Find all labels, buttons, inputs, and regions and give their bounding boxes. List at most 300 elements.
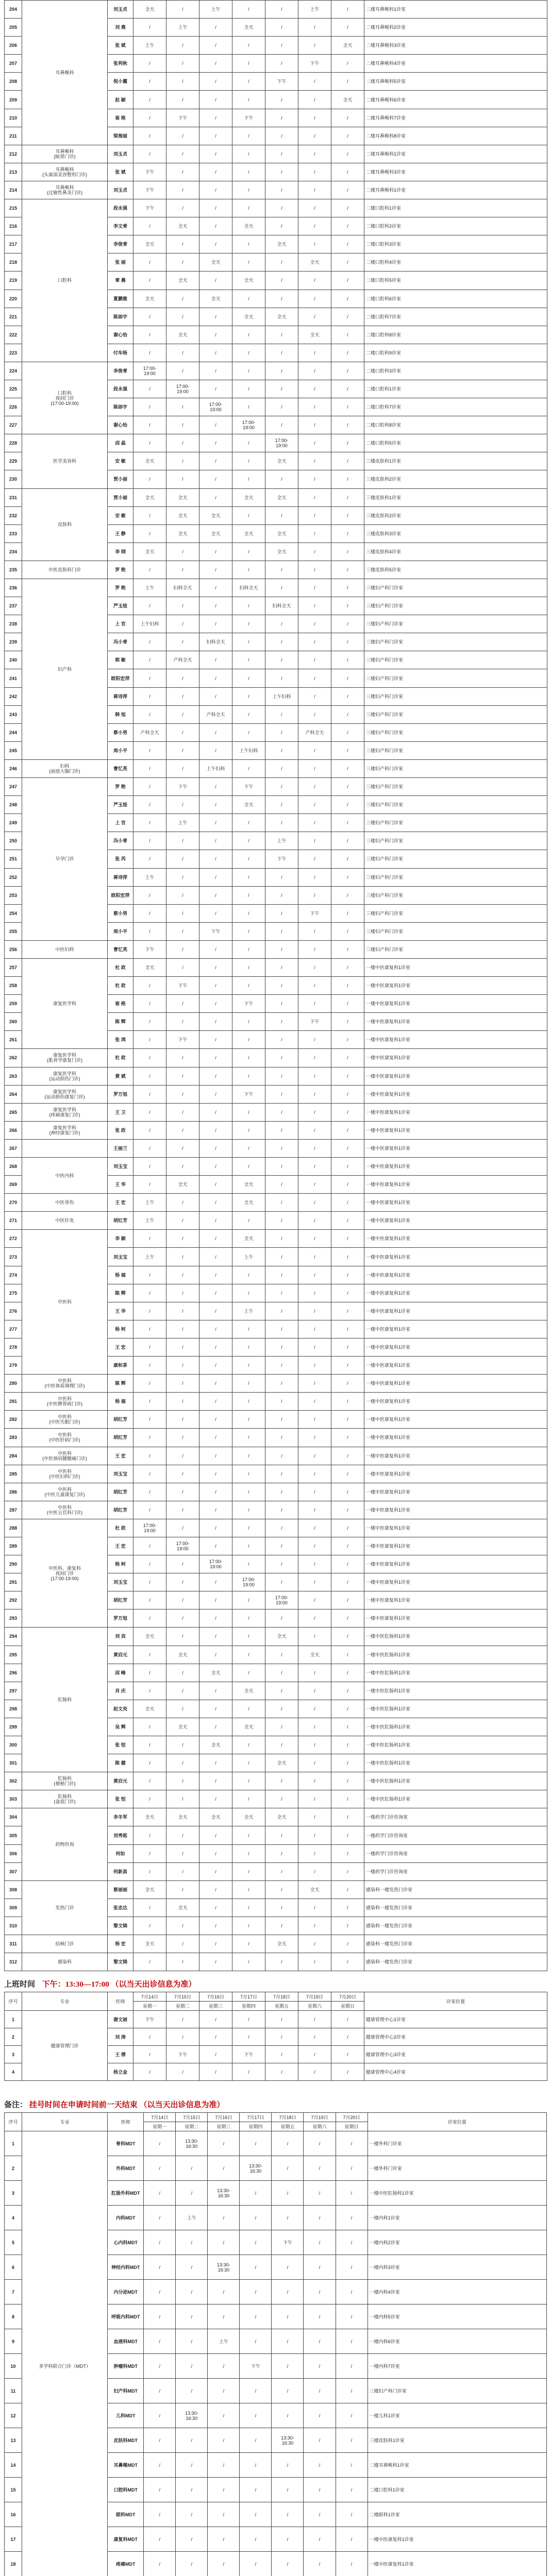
shift-cell: /: [144, 2428, 176, 2453]
section-2-title: 上班时间 下午：13:30—17:00 （以当天出诊信息为准）: [4, 1980, 196, 1989]
shift-cell: /: [298, 1103, 331, 1121]
row-number: 303: [5, 1790, 22, 1808]
row-number: 279: [5, 1357, 22, 1375]
row-number: 237: [5, 597, 22, 615]
shift-cell: /: [133, 1790, 166, 1808]
shift-cell: /: [331, 1844, 364, 1862]
shift-cell: /: [199, 1826, 232, 1844]
shift-cell: /: [272, 2280, 304, 2304]
shift-cell: /: [298, 922, 331, 940]
shift-cell: /: [298, 1049, 331, 1067]
row-number: 17: [5, 2527, 22, 2552]
shift-cell: 上午: [133, 579, 166, 597]
department-cell: 中医科 (中医颈肩腰腿痛门诊): [22, 1447, 108, 1465]
shift-cell: /: [133, 398, 166, 416]
shift-cell: /: [265, 1573, 298, 1591]
shift-cell: /: [133, 922, 166, 940]
shift-cell: /: [304, 2379, 336, 2403]
shift-cell: 全天: [199, 290, 232, 308]
doctor-name: 陈 辉: [108, 1284, 133, 1302]
shift-cell: /: [166, 1103, 199, 1121]
shift-cell: /: [265, 796, 298, 814]
row-number: 290: [5, 1555, 22, 1573]
header-date: 7月15日: [176, 2113, 208, 2122]
shift-cell: /: [176, 2329, 208, 2354]
doctor-name: 李冬军: [108, 1808, 133, 1826]
shift-cell: /: [331, 109, 364, 127]
shift-cell: /: [240, 2131, 272, 2156]
room-location: 一楼中医康复科1诊室: [364, 1049, 547, 1067]
shift-cell: /: [331, 1664, 364, 1682]
shift-cell: /: [199, 19, 232, 37]
shift-cell: /: [336, 2156, 368, 2181]
shift-cell: /: [331, 452, 364, 470]
table-row: [5, 163, 547, 181]
room-location: 一楼内科3诊室: [368, 2255, 546, 2280]
row-number: 218: [5, 253, 22, 272]
doctor-name: 张 鸿: [108, 1031, 133, 1049]
shift-cell: /: [265, 253, 298, 272]
shift-cell: 17:00- 19:00: [199, 1555, 232, 1573]
shift-cell: /: [133, 1121, 166, 1139]
shift-cell: 下午: [133, 2011, 166, 2028]
shift-cell: /: [133, 127, 166, 145]
row-number: 18: [5, 2552, 22, 2576]
room-location: 一楼中医康复科1诊室: [364, 1357, 547, 1375]
shift-cell: 妇科全天: [232, 579, 265, 597]
department-cell: 感染科: [22, 1953, 108, 1971]
shift-cell: /: [265, 1772, 298, 1790]
department-cell: 中医科 (中医失眠门诊): [22, 1411, 108, 1429]
doctor-name: 刘玉宝: [108, 1248, 133, 1266]
row-number: 302: [5, 1772, 22, 1790]
shift-cell: /: [208, 2304, 240, 2329]
shift-cell: /: [144, 2304, 176, 2329]
shift-cell: /: [133, 1447, 166, 1465]
shift-cell: 上午妇科: [133, 615, 166, 633]
table-row: [5, 488, 547, 506]
header-weekday: 星期一: [144, 2122, 176, 2131]
shift-cell: /: [176, 2354, 208, 2379]
shift-cell: /: [331, 1176, 364, 1194]
department-cell: 肛肠科: [22, 1628, 108, 1772]
doctor-name: 神经内科MDT: [108, 2255, 144, 2280]
shift-cell: /: [133, 109, 166, 127]
room-location: 一楼中医康复科1诊室: [364, 958, 547, 976]
shift-cell: /: [199, 1338, 232, 1356]
shift-cell: /: [232, 1158, 265, 1176]
shift-cell: /: [133, 1483, 166, 1501]
department-cell: 耳鼻喉科 (头面部美容整形门诊): [22, 163, 108, 181]
shift-cell: /: [265, 91, 298, 109]
room-location: 一楼药学门诊咨询室: [364, 1862, 547, 1880]
table-row: [5, 778, 547, 796]
shift-cell: /: [265, 2028, 298, 2046]
doctor-name: 罗 艳: [108, 561, 133, 579]
shift-cell: /: [298, 850, 331, 868]
shift-cell: /: [133, 1899, 166, 1917]
room-location: 二楼口腔科9诊室: [364, 344, 547, 362]
doctor-name: 赵文炎: [108, 1700, 133, 1718]
shift-cell: /: [298, 1121, 331, 1139]
room-location: 一楼中医康复科1诊室: [364, 1519, 547, 1537]
shift-cell: /: [133, 669, 166, 687]
shift-cell: /: [166, 163, 199, 181]
shift-cell: /: [199, 1411, 232, 1429]
shift-cell: /: [232, 253, 265, 272]
shift-cell: /: [232, 181, 265, 199]
shift-cell: 全天: [133, 958, 166, 976]
room-location: 三楼妇产科门诊室: [364, 850, 547, 868]
shift-cell: /: [304, 2478, 336, 2502]
shift-cell: /: [144, 2131, 176, 2156]
shift-cell: 全天: [265, 235, 298, 253]
shift-cell: /: [166, 1736, 199, 1754]
room-location: 三楼妇产科门诊室: [364, 615, 547, 633]
shift-cell: /: [331, 127, 364, 145]
shift-cell: /: [265, 1121, 298, 1139]
shift-cell: /: [176, 2527, 208, 2552]
doctor-name: 李文青: [108, 217, 133, 235]
room-location: 一楼药学门诊咨询室: [364, 1808, 547, 1826]
doctor-name: 陈 辉: [108, 1375, 133, 1393]
shift-cell: /: [298, 1357, 331, 1375]
shift-cell: /: [240, 2403, 272, 2428]
row-number: 310: [5, 1917, 22, 1935]
shift-cell: /: [166, 55, 199, 73]
shift-cell: /: [265, 2046, 298, 2063]
doctor-name: 刘 宾: [108, 1628, 133, 1646]
shift-cell: /: [166, 1139, 199, 1157]
row-number: 246: [5, 759, 22, 777]
shift-cell: 上午: [232, 1248, 265, 1266]
shift-cell: /: [208, 2552, 240, 2576]
room-location: 三楼皮肤科2诊室: [364, 470, 547, 488]
shift-cell: /: [133, 73, 166, 91]
shift-cell: /: [199, 199, 232, 217]
shift-cell: /: [232, 73, 265, 91]
row-number: 274: [5, 1266, 22, 1284]
shift-cell: /: [232, 1375, 265, 1393]
doctor-name: 上 官: [108, 814, 133, 832]
shift-cell: /: [240, 2181, 272, 2206]
table-row: [5, 1067, 547, 1085]
shift-cell: /: [298, 651, 331, 669]
shift-cell: /: [133, 145, 166, 163]
row-number: 204: [5, 1, 22, 19]
shift-cell: 全天: [166, 272, 199, 290]
shift-cell: /: [176, 2304, 208, 2329]
shift-cell: /: [166, 1591, 199, 1609]
shift-cell: /: [232, 145, 265, 163]
shift-cell: /: [232, 633, 265, 651]
shift-cell: /: [166, 1013, 199, 1031]
room-location: 三楼妇产科门诊室: [364, 579, 547, 597]
shift-cell: /: [298, 1537, 331, 1555]
doctor-name: 王 华: [108, 1302, 133, 1320]
shift-cell: 全天: [232, 796, 265, 814]
shift-cell: /: [199, 1320, 232, 1338]
shift-cell: /: [176, 2181, 208, 2206]
header-date: 7月15日: [166, 1992, 199, 2002]
shift-cell: /: [265, 1230, 298, 1248]
shift-cell: /: [265, 1338, 298, 1356]
shift-cell: /: [232, 1609, 265, 1628]
row-number: 278: [5, 1338, 22, 1356]
shift-cell: 下午: [133, 181, 166, 199]
doctor-name: 外科MDT: [108, 2156, 144, 2181]
room-location: 二楼口腔科8诊室: [364, 416, 547, 434]
shift-cell: 全天: [133, 290, 166, 308]
shift-cell: /: [331, 181, 364, 199]
shift-cell: /: [133, 2046, 166, 2063]
header-doctor: 医师: [108, 1992, 133, 2011]
doctor-name: 胡红芳: [108, 1483, 133, 1501]
room-location: 健康管理中心2诊室: [364, 2028, 547, 2046]
room-location: 三楼妇产科门诊室: [364, 832, 547, 850]
room-location: 二楼口腔科4诊室: [364, 253, 547, 272]
row-number: 230: [5, 470, 22, 488]
shift-cell: /: [232, 1844, 265, 1862]
room-location: 一楼儿科1诊室: [368, 2403, 546, 2428]
room-location: 二楼口腔科5诊室: [364, 434, 547, 452]
row-number: 304: [5, 1808, 22, 1826]
shift-cell: /: [298, 1935, 331, 1953]
room-location: 一楼中医肛肠科1诊室: [364, 1628, 547, 1646]
room-location: 二楼耳鼻喉科1诊室: [368, 2453, 546, 2478]
shift-cell: /: [133, 1375, 166, 1393]
shift-cell: /: [199, 1953, 232, 1971]
shift-cell: /: [199, 1031, 232, 1049]
row-number: 273: [5, 1248, 22, 1266]
row-number: 308: [5, 1880, 22, 1899]
table-row: [5, 181, 547, 199]
shift-cell: /: [133, 904, 166, 922]
shift-cell: /: [298, 1085, 331, 1103]
shift-cell: /: [265, 1158, 298, 1176]
shift-cell: /: [331, 73, 364, 91]
doctor-name: 口腔科MDT: [108, 2478, 144, 2502]
shift-cell: /: [208, 2280, 240, 2304]
shift-cell: /: [199, 1049, 232, 1067]
row-number: 281: [5, 1393, 22, 1411]
room-location: 二楼口腔科1诊室: [364, 199, 547, 217]
room-location: 一楼中医康复科1诊室: [364, 1266, 547, 1284]
shift-cell: 下午: [166, 778, 199, 796]
shift-cell: 全天: [133, 543, 166, 561]
shift-cell: /: [331, 1646, 364, 1664]
shift-cell: 下午: [133, 199, 166, 217]
doctor-name: 杨 福: [108, 1266, 133, 1284]
doctor-name: 严玉娃: [108, 796, 133, 814]
shift-cell: /: [331, 1429, 364, 1447]
shift-cell: /: [298, 1917, 331, 1935]
row-number: 256: [5, 940, 22, 958]
row-number: 5: [5, 2230, 22, 2255]
shift-cell: /: [199, 1013, 232, 1031]
shift-cell: /: [240, 2502, 272, 2527]
shift-cell: /: [298, 109, 331, 127]
shift-cell: /: [298, 1266, 331, 1284]
row-number: 214: [5, 181, 22, 199]
shift-cell: /: [336, 2527, 368, 2552]
doctor-name: 杜 政: [108, 1049, 133, 1067]
doctor-name: 蒋诗萍: [108, 687, 133, 705]
room-location: 二楼耳鼻喉科1诊室: [364, 1, 547, 19]
department-cell: 中医皮肤科门诊: [22, 561, 108, 579]
table-row: [5, 759, 547, 777]
shift-cell: /: [133, 977, 166, 995]
room-location: 一楼中医肛肠科1诊室: [364, 1682, 547, 1700]
room-location: 感染科一楼发热门诊室: [364, 1917, 547, 1935]
doctor-name: 冯小青: [108, 832, 133, 850]
shift-cell: /: [298, 272, 331, 290]
shift-cell: /: [199, 995, 232, 1013]
shift-cell: 全天: [199, 253, 232, 272]
doctor-name: 刘秀铭: [108, 1826, 133, 1844]
shift-cell: /: [166, 290, 199, 308]
header-location: 诊室位置: [364, 1992, 547, 2011]
shift-cell: /: [265, 633, 298, 651]
room-location: 一楼中医康复科1诊室: [364, 1393, 547, 1411]
shift-cell: 全天: [166, 1646, 199, 1664]
shift-cell: /: [240, 2379, 272, 2403]
department-cell: 中医科、康复科 夜间门诊 (17:00-19:00): [22, 1519, 108, 1628]
shift-cell: /: [331, 1573, 364, 1591]
room-location: 一楼中医康复科1诊室: [364, 1085, 547, 1103]
shift-cell: 上午: [133, 868, 166, 886]
shift-cell: /: [240, 2527, 272, 2552]
doctor-name: 呼吸内科MDT: [108, 2304, 144, 2329]
shift-cell: /: [336, 2255, 368, 2280]
shift-cell: /: [331, 1899, 364, 1917]
header-date: 7月16日: [199, 1992, 232, 2002]
shift-cell: /: [232, 290, 265, 308]
shift-cell: /: [265, 2011, 298, 2028]
doctor-name: 张 政: [108, 1121, 133, 1139]
shift-cell: /: [208, 2453, 240, 2478]
room-location: 一楼中医康复科1诊室: [368, 2527, 546, 2552]
shift-cell: /: [199, 2063, 232, 2081]
shift-cell: 产科全天: [298, 723, 331, 741]
shift-cell: /: [331, 1320, 364, 1338]
table-row: [5, 1465, 547, 1483]
shift-cell: /: [331, 615, 364, 633]
shift-cell: /: [166, 1555, 199, 1573]
shift-cell: 全天: [298, 253, 331, 272]
shift-cell: /: [208, 2527, 240, 2552]
shift-cell: 全天: [232, 19, 265, 37]
shift-cell: /: [298, 488, 331, 506]
shift-cell: /: [336, 2428, 368, 2453]
row-number: 247: [5, 778, 22, 796]
doctor-name: 曹忆英: [108, 759, 133, 777]
shift-cell: /: [265, 272, 298, 290]
row-number: 292: [5, 1591, 22, 1609]
shift-cell: /: [166, 362, 199, 380]
doctor-name: 妇产科MDT: [108, 2379, 144, 2403]
shift-cell: /: [331, 1808, 364, 1826]
shift-cell: /: [331, 1230, 364, 1248]
shift-cell: /: [199, 741, 232, 759]
shift-cell: /: [298, 1212, 331, 1230]
doctor-name: 陈 辉: [108, 1013, 133, 1031]
shift-cell: /: [232, 850, 265, 868]
table-row: [5, 1411, 547, 1429]
shift-cell: /: [304, 2255, 336, 2280]
room-location: 二楼口腔科6诊室: [364, 290, 547, 308]
shift-cell: /: [166, 416, 199, 434]
shift-cell: /: [298, 470, 331, 488]
shift-cell: /: [331, 1591, 364, 1609]
header-date: 7月18日: [265, 1992, 298, 2002]
row-number: 209: [5, 91, 22, 109]
shift-cell: /: [199, 55, 232, 73]
shift-cell: /: [232, 2063, 265, 2081]
shift-cell: /: [166, 669, 199, 687]
shift-cell: /: [199, 37, 232, 55]
shift-cell: /: [133, 2063, 166, 2081]
shift-cell: /: [208, 2354, 240, 2379]
room-location: 一楼内科5诊室: [368, 2304, 546, 2329]
table-row: [5, 2131, 547, 2156]
shift-cell: 全天: [331, 37, 364, 55]
shift-cell: /: [166, 1754, 199, 1772]
doctor-name: 贾小丽: [108, 470, 133, 488]
shift-cell: /: [272, 2255, 304, 2280]
row-number: 8: [5, 2304, 22, 2329]
room-location: 三楼妇产科门诊室: [364, 723, 547, 741]
shift-cell: /: [265, 1429, 298, 1447]
shift-cell: /: [166, 470, 199, 488]
shift-cell: /: [199, 1121, 232, 1139]
row-number: 285: [5, 1465, 22, 1483]
shift-cell: /: [232, 868, 265, 886]
shift-cell: /: [133, 1393, 166, 1411]
shift-cell: /: [265, 398, 298, 416]
row-number: 241: [5, 669, 22, 687]
shift-cell: /: [331, 488, 364, 506]
room-location: 三楼妇产科门诊室: [364, 597, 547, 615]
shift-cell: /: [166, 1935, 199, 1953]
shift-cell: /: [265, 1248, 298, 1266]
room-location: 三楼妇产科门诊室: [364, 922, 547, 940]
shift-cell: /: [232, 91, 265, 109]
shift-cell: /: [232, 1790, 265, 1808]
shift-cell: 全天: [133, 488, 166, 506]
shift-cell: /: [166, 543, 199, 561]
shift-cell: /: [232, 1953, 265, 1971]
shift-cell: 上午: [166, 19, 199, 37]
shift-cell: /: [298, 1808, 331, 1826]
shift-cell: /: [298, 741, 331, 759]
shift-cell: /: [199, 1899, 232, 1917]
row-number: 220: [5, 290, 22, 308]
shift-cell: 全天: [265, 1808, 298, 1826]
shift-cell: /: [133, 1664, 166, 1682]
shift-cell: /: [265, 19, 298, 37]
shift-cell: 产科全天: [166, 651, 199, 669]
header-date: 7月19日: [304, 2113, 336, 2122]
shift-cell: /: [176, 2156, 208, 2181]
shift-cell: /: [166, 922, 199, 940]
shift-cell: /: [331, 1375, 364, 1393]
shift-cell: /: [298, 759, 331, 777]
table-row: [5, 1935, 547, 1953]
shift-cell: /: [298, 290, 331, 308]
shift-cell: /: [298, 1158, 331, 1176]
shift-cell: 全天: [133, 1, 166, 19]
